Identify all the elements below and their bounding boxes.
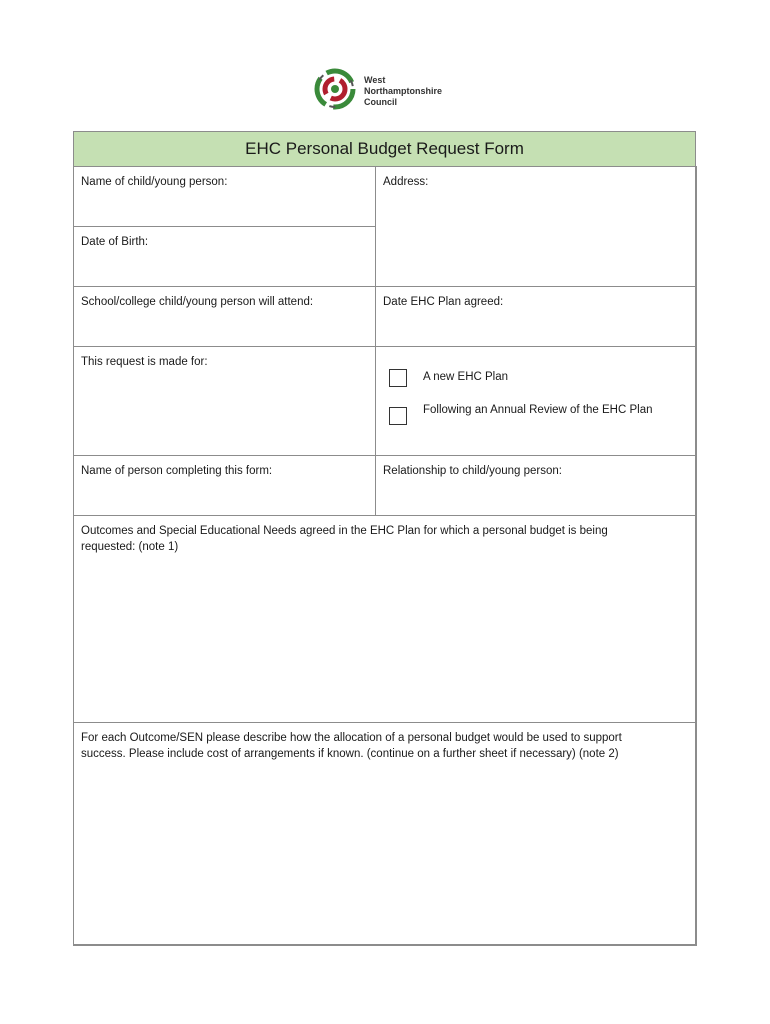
school-label: School/college child/young person will attend: bbox=[81, 296, 314, 308]
request-for-cell bbox=[73, 346, 376, 456]
relationship-label: Relationship to child/young person: bbox=[383, 465, 563, 477]
council-name-line1: West bbox=[364, 75, 386, 85]
council-name-line2: Northamptonshire bbox=[364, 86, 443, 96]
address-field[interactable] bbox=[375, 166, 697, 287]
outcomes-label: Outcomes and Special Educational Needs agreed in the EHC Plan for which a personal budget is being requested: (note 1) bbox=[81, 525, 608, 553]
outcomes-field[interactable] bbox=[73, 515, 697, 723]
council-name-line3: Council bbox=[364, 97, 397, 107]
budget-request-form bbox=[73, 131, 696, 945]
form-title-bar bbox=[73, 131, 696, 167]
dob-label: Date of Birth: bbox=[81, 236, 149, 248]
request-options-cell bbox=[375, 346, 697, 456]
dob-field[interactable] bbox=[73, 226, 376, 287]
allocation-field[interactable] bbox=[73, 722, 697, 946]
ehc-date-label: Date EHC Plan agreed: bbox=[383, 296, 504, 308]
request-for-label: This request is made for: bbox=[81, 356, 208, 368]
completer-name-field[interactable] bbox=[73, 455, 376, 516]
child-name-field[interactable] bbox=[73, 166, 376, 227]
new-plan-checkbox[interactable] bbox=[389, 369, 407, 387]
form-title: EHC Personal Budget Request Form bbox=[245, 139, 524, 158]
council-name bbox=[364, 75, 442, 108]
child-name-label: Name of child/young person: bbox=[81, 176, 228, 188]
council-emblem-icon bbox=[312, 66, 358, 112]
annual-review-label: Following an Annual Review of the EHC Plan bbox=[423, 404, 653, 416]
allocation-label: For each Outcome/SEN please describe how the allocation of a personal budget would be used to support success. Please include cost of arrangements if known. (continue on a further sheet if necessary) (note 2) bbox=[81, 732, 622, 760]
new-plan-label: A new EHC Plan bbox=[423, 371, 509, 383]
ehc-date-field[interactable] bbox=[375, 286, 697, 347]
school-field[interactable] bbox=[73, 286, 376, 347]
completer-name-label: Name of person completing this form: bbox=[81, 465, 273, 477]
address-label: Address: bbox=[383, 176, 429, 188]
annual-review-checkbox[interactable] bbox=[389, 407, 407, 425]
relationship-field[interactable] bbox=[375, 455, 697, 516]
council-logo bbox=[312, 66, 472, 116]
